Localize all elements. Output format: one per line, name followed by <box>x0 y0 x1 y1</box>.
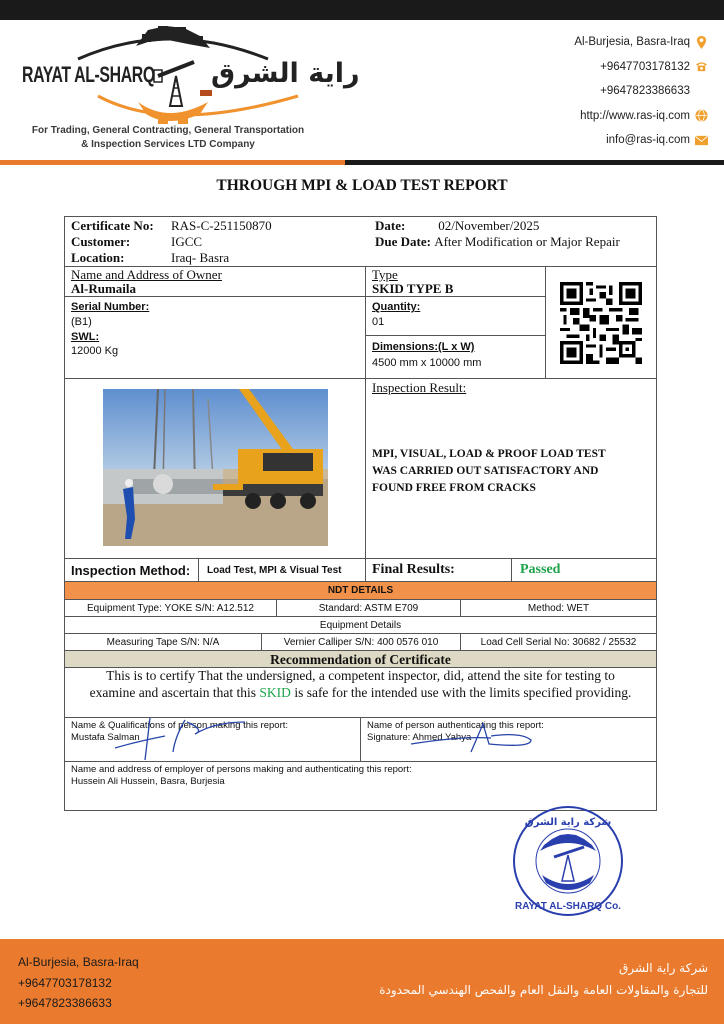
qr-code-icon[interactable] <box>560 282 642 364</box>
date-label: Date: <box>375 218 406 233</box>
inspection-photo <box>103 389 328 546</box>
quantity-value: 01 <box>372 316 385 328</box>
owner-name: Al-Rumaila <box>71 281 136 296</box>
maker-signature-icon <box>95 712 295 762</box>
equipment-details-header: Equipment Details <box>65 617 656 634</box>
contact-website[interactable]: http://www.ras-iq.com <box>574 104 708 129</box>
swl-label: SWL: <box>71 331 100 343</box>
footer-phone-2: +9647823386633 <box>18 996 112 1010</box>
telephone-icon <box>695 60 708 73</box>
globe-icon <box>695 109 708 122</box>
load-cell: Load Cell Serial No: 30682 / 25532 <box>480 637 637 648</box>
company-name-ar: راية الشرق <box>211 58 360 89</box>
serial-label: Serial Number: <box>71 301 150 313</box>
tagline-line-1: For Trading, General Contracting, General Transportation <box>31 125 305 136</box>
equipment-type: Equipment Type: YOKE S/N: A12.512 <box>65 600 277 616</box>
contact-address: Al-Burjesia, Basra-Iraq <box>574 30 708 55</box>
footer-address: Al-Burjesia, Basra-Iraq <box>18 955 139 969</box>
certificate-table <box>64 216 657 811</box>
equipment-info <box>65 267 656 379</box>
quantity-label: Quantity: <box>372 301 421 313</box>
vernier-calliper: Vernier Calliper S/N: 400 0576 010 <box>262 634 461 650</box>
method-row <box>65 559 656 582</box>
auth-label: Name of person authenticating this report: <box>367 720 544 731</box>
svg-text:شركة راية الشرق: شركة راية الشرق <box>524 817 612 828</box>
maker-name: Mustafa Salman <box>71 732 140 743</box>
inspection-result-label: Inspection Result: <box>372 380 467 395</box>
date: 02/November/2025 <box>438 218 540 233</box>
customer-label: Customer: <box>71 234 131 249</box>
company-tagline <box>18 124 318 152</box>
location-pin-icon <box>695 36 708 49</box>
inspection-method-value: Load Test, MPI & Visual Test <box>199 559 366 581</box>
top-black-bar <box>0 0 724 20</box>
tagline-line-2: & Inspection Services LTD Company <box>81 139 255 150</box>
contact-info <box>574 30 708 153</box>
footer-phone-1: +9647703178132 <box>18 975 112 990</box>
customer: IGCC <box>171 234 203 249</box>
final-results-value: Passed <box>520 562 561 577</box>
auth-signature-icon <box>401 722 551 762</box>
auth-name: Signature: Ahmed Yahya <box>367 732 472 743</box>
type-value: SKID TYPE B <box>372 281 454 296</box>
final-results-label: Final Results: <box>366 559 512 581</box>
certificate-no: RAS-C-251150870 <box>171 218 272 233</box>
contact-phone-2: +9647823386633 <box>600 85 690 98</box>
contact-email[interactable]: info@ras-iq.com <box>574 128 708 153</box>
employer-value: Hussein Ali Hussein, Basra, Burjesia <box>71 776 225 787</box>
employer-row <box>65 762 656 810</box>
due-date: After Modification or Major Repair <box>434 234 620 249</box>
standard: Standard: ASTM E709 <box>277 600 461 616</box>
measuring-tape: Measuring Tape S/N: N/A <box>65 634 262 650</box>
due-date-label: Due Date: <box>375 234 431 249</box>
certificate-no-label: Certificate No: <box>71 218 154 233</box>
serial-number: (B1) <box>71 316 92 328</box>
type-label: Type <box>372 267 398 282</box>
header-divider <box>0 160 724 165</box>
swl-value: 12000 Kg <box>71 345 119 357</box>
item-highlight: SKID <box>259 684 291 700</box>
envelope-icon <box>695 134 708 147</box>
employer-label: Name and address of employer of persons making and authenticating this report: <box>71 764 412 775</box>
company-logo <box>18 24 360 134</box>
inspection-result-text: MPI, VISUAL, LOAD & PROOF LOAD TEST WAS CARRIED OUT SATISFACTORY AND FOUND FREE FROM CRACKS <box>372 448 606 494</box>
footer <box>0 939 724 1024</box>
equipment-details-row <box>65 634 656 651</box>
svg-text:RAYAT AL-SHARQ Co.: RAYAT AL-SHARQ Co. <box>515 901 621 912</box>
footer-arabic-line-2: للتجارة والمقاولات العامة والنقل العام والفحص الهندسي المحدودة <box>379 983 708 997</box>
recommendation-header: Recommendation of Certificate <box>65 651 656 668</box>
method: Method: WET <box>527 603 590 614</box>
footer-arabic <box>379 957 708 1001</box>
inspection-method-label: Inspection Method: <box>65 559 199 581</box>
dimensions-label: Dimensions:(L x W) <box>372 341 475 353</box>
location: Iraq- Basra <box>171 250 230 265</box>
maker-label: Name & Qualifications of person making this report: <box>71 720 289 731</box>
certificate-header <box>65 217 656 267</box>
dimensions-value: 4500 mm x 10000 mm <box>372 357 482 369</box>
owner-label: Name and Address of Owner <box>71 267 222 282</box>
report-title: THROUGH MPI & LOAD TEST REPORT <box>216 177 508 194</box>
recommendation-text: This is to certify That the undersigned, a competent inspector, did, attend the site for testing to examine and ascertain that this SKID is safe for the intended use with the limits specified providing. <box>65 668 656 718</box>
company-stamp-icon <box>512 805 624 917</box>
crane-skid-photo-icon <box>103 389 328 546</box>
ndt-row <box>65 600 656 617</box>
company-name-en: RAYAT AL-SHARQ <box>22 62 155 87</box>
inspection-section <box>65 379 656 559</box>
ndt-details-header: NDT DETAILS <box>65 582 656 600</box>
contact-phone-1: +9647703178132 <box>574 55 708 80</box>
footer-contact <box>18 952 139 1014</box>
location-label: Location: <box>71 250 125 265</box>
footer-arabic-line-1: شركة راية الشرق <box>619 961 708 975</box>
signature-row <box>65 718 656 762</box>
